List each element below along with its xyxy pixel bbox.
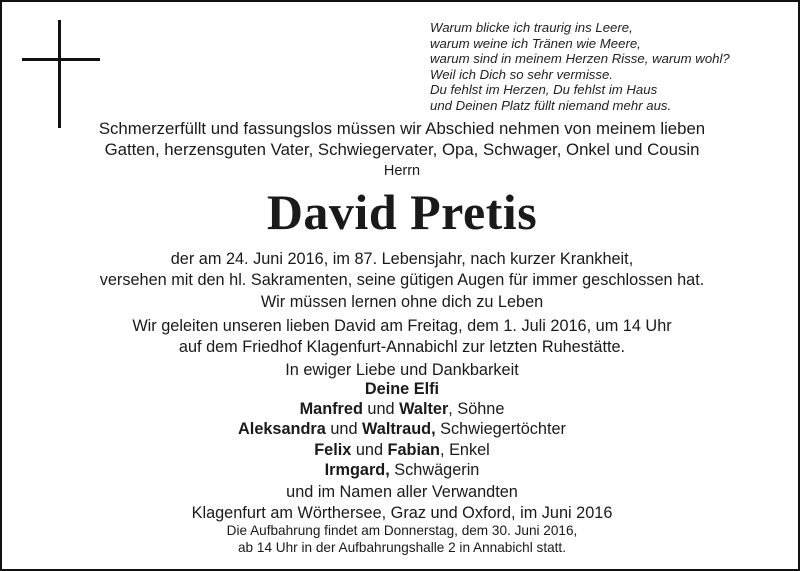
intro-line: Schmerzerfüllt und fassungslos müssen wir Abschied nehmen von meinem lieben bbox=[98, 119, 706, 138]
death-notice bbox=[2, 249, 800, 290]
family-joiner: und bbox=[351, 440, 388, 459]
family-name: Manfred bbox=[299, 400, 363, 419]
death-notice-line: versehen mit den hl. Sakramenten, seine gütigen Augen für immer geschlossen hat. bbox=[99, 270, 705, 289]
poem-line: Du fehlst im Herzen, Du fehlst im Haus bbox=[430, 82, 658, 98]
family-role: Schwägerin bbox=[389, 460, 480, 479]
place-date: Klagenfurt am Wörthersee, Graz und Oxford, im Juni 2016 bbox=[191, 504, 613, 522]
family-joiner: und bbox=[362, 400, 400, 419]
family-row bbox=[2, 399, 800, 419]
viewing-info bbox=[2, 523, 800, 556]
family-name: Irmgard, bbox=[324, 460, 390, 479]
family-role: , Enkel bbox=[440, 440, 490, 459]
viewing-line: Die Aufbahrung findet am Donnerstag, dem 30. Juni 2016, bbox=[226, 523, 578, 538]
poem-line: warum weine ich Tränen wie Meere, bbox=[430, 35, 641, 51]
poem-line: und Deinen Platz füllt niemand mehr aus. bbox=[430, 97, 672, 113]
family-row bbox=[2, 379, 800, 399]
salutation: Herrn bbox=[383, 163, 421, 179]
family-row bbox=[2, 440, 800, 460]
family-name: Waltraud, bbox=[362, 420, 436, 439]
family-name: Deine Elfi bbox=[364, 380, 440, 398]
intro-text bbox=[2, 118, 800, 160]
relatives-line: und im Namen aller Verwandten bbox=[286, 483, 518, 501]
death-notice-line: der am 24. Juni 2016, im 87. Lebensjahr, nach kurzer Krankheit, bbox=[170, 250, 634, 268]
deceased-name: David Pretis bbox=[266, 184, 538, 240]
poem-line: warum sind in meinem Herzen Risse, warum wohl? bbox=[430, 51, 730, 67]
poem-line: Warum blicke ich traurig ins Leere, bbox=[430, 20, 633, 35]
family-role: , Söhne bbox=[448, 400, 505, 419]
family-row bbox=[2, 460, 800, 480]
love-line: In ewiger Liebe und Dankbarkeit bbox=[285, 361, 519, 379]
family-name: Walter bbox=[399, 400, 449, 419]
funeral-line: Wir geleiten unseren lieben David am Freitag, dem 1. Juli 2016, um 14 Uhr bbox=[132, 317, 672, 335]
funeral-info bbox=[2, 316, 800, 357]
family-name: Aleksandra bbox=[238, 420, 326, 439]
poem bbox=[430, 20, 790, 114]
family-name: Fabian bbox=[387, 440, 441, 459]
cross-icon bbox=[22, 20, 100, 128]
viewing-line: ab 14 Uhr in der Aufbahrungshalle 2 in Annabichl statt. bbox=[238, 539, 566, 555]
family-list bbox=[2, 379, 800, 480]
mourning-line: Wir müssen lernen ohne dich zu Leben bbox=[260, 293, 544, 311]
family-role: Schwiegertöchter bbox=[435, 420, 566, 439]
family-name: Felix bbox=[314, 440, 352, 459]
family-joiner: und bbox=[325, 420, 363, 439]
family-row bbox=[2, 419, 800, 439]
poem-line: Weil ich Dich so sehr vermisse. bbox=[430, 66, 613, 82]
intro-line: Gatten, herzensguten Vater, Schwiegervater, Opa, Schwager, Onkel und Cousin bbox=[104, 140, 700, 159]
funeral-line: auf dem Friedhof Klagenfurt-Annabichl zur letzten Ruhestätte. bbox=[178, 337, 626, 356]
